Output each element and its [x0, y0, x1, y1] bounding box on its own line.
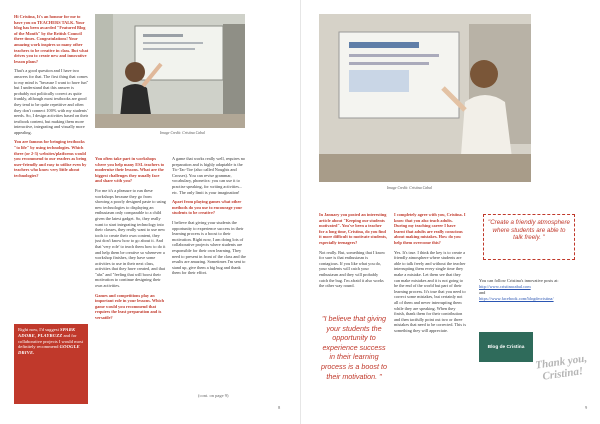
pull-quote-left: "I believe that giving your students the opportunity to experience success in their learning process is a boost to their motivation. "	[321, 314, 387, 381]
intro-answer: That's a good question and I have two answers for that. The first thing that comes to my mind is "because I want to have fun" but I understand that this answer is probably not politically correct as quite frankly, although most textbooks are good they tend to be quite repetitive and often they don't connect 100% with my students' needs. So, I design activities based on their textbook content, but making them more interactive, integrating and visually more appealing.	[14, 68, 89, 135]
sidebox-middle: and for collaborative projects I would most definitely recommend	[18, 332, 84, 350]
recommendation-sidebox	[14, 324, 88, 404]
page-number-right: 9	[585, 405, 588, 410]
page-right	[300, 0, 600, 424]
follow-text: You can follow Cristina's innovative posts at:	[479, 278, 559, 283]
left-column-3	[172, 156, 246, 388]
sidebox-drive: GOOGLE DRIVE.	[18, 344, 80, 356]
intro-question: Hi Cristina, It's an honour for me to have you on TEACHERS TALK. Your blog has been awarded "Featured Blog of the Month" by the British Council three times. Congratulations! Your amazing work inspires so many other teachers to be creative in class. But what drives you to create new and innovative lesson plans?	[14, 14, 89, 64]
apart-question: Apart from playing games what other methods do you use to encourage your students to be creative?	[172, 199, 243, 216]
apart-answer: I believe that giving your students the opportunity to experience success in their learning process is a boost to their motivation. Right now, I am doing lots of collaborative projects where students are responsible for their own learning. They need to present in front of the class and the results are amazing. Sometimes I'm sent to stand up, give them a big hug and thank them for their effort.	[172, 219, 246, 276]
classroom-photo-icon	[95, 14, 245, 128]
continued-note: (cont. on page 9)	[198, 393, 229, 398]
game-answer: A game that works really well, requires no preparation and is highly adaptable is the Tic-Tac-Toe (also called Noughts and Crosses). You can revise grammar, vocabulary, phonetics: you can use it to practise speaking, for writing activities... etc. The only limit is your imagination!	[172, 156, 246, 195]
pull-quote-right: "Create a friendly atmosphere where students are able to talk freely. "	[483, 214, 575, 260]
teacher-photo-left	[95, 14, 245, 128]
classroom-photo-icon	[319, 14, 531, 182]
left-column-2	[95, 156, 167, 404]
january-answer: Not really. But, something that I know for sure is that enthusiasm is contagious. If you like what you do, your students will catch your enthusiasm and they will probably catch the bug. I'm afraid it also works the other way round.	[319, 249, 386, 289]
blog-link[interactable]: http://www.cristinacabal.com	[479, 284, 531, 289]
january-question: In January you posted an interesting article about "Keeping our students motivated". You've been a teacher for a long time, Cristina, do you find it more difficult to motivate students, especially teenagers?	[319, 212, 387, 245]
agree-answer: Yes. It's true. I think the key is to create a friendly atmosphere where students are able to talk freely and without the teacher interrupting them every single time they make a mistake. Let them see that they can make mistakes and it is not going to be the end of the world but part of their learning process. It's true that you need to correct some mistakes, but certainly not all of them and never interrupting them while they are speaking. When they finish, thank them for their contribution and then tactfully point out two or three mistakes that need to be corrected. This is something they will appreciate.	[394, 249, 466, 333]
workshop-answer: For me it's a pleasure to run these workshops because they go from showing a poorly designed paste to using new technologies to displaying an enthusiasm only comparable to a child given the latest gadget. So, they really want to start integrating technology into their classes, they really want to use new tools to create their own content, they just don't know how to go about it. And that 'very role' to teach them how to do it and help them be creative so whenever a workshop finishes, they have some activities to use in their next class, activities that they have created, and that "ahs" and "feeling that will boost their motivation to continue designing their own activities.	[95, 187, 166, 289]
sidebox-intro: Right now, I'd suggest	[18, 327, 59, 332]
sidebox-tools: SPARK ADOBE, PLAYBUZZ	[18, 327, 76, 338]
photo-caption-right: Image Credit: Cristina Cabal	[387, 186, 432, 190]
photo-caption-left: Image Credit: Cristina Cabal	[160, 131, 205, 135]
blog-logo: Blog de Cristina	[479, 332, 533, 362]
workshop-question: You often take part in workshops where you help many ESL teachers to modernise their lessons. What are the biggest challenges they usually face and share with you?	[95, 156, 165, 184]
textbook-question: You are famous for bringing textbooks "to life" by using technologies. Which three (or 2-3) websites/platforms would you recommend to our readers as being user-friendly and easy to utilise even by teachers who know very little about technologies?	[14, 139, 87, 179]
right-column-1	[319, 212, 387, 300]
left-column-1	[14, 14, 90, 232]
agree-question: I completely agree with you, Cristina. I know that you also teach adults. During my teaching career I have learnt that adults are really conscious about making mistakes. How do you help them overcome this?	[394, 212, 466, 245]
page-number-left: 8	[278, 405, 281, 410]
facebook-link[interactable]: https://www.facebook.com/blogdecristina/	[479, 296, 554, 301]
games-question: Games and competitions play an important role in your lessons. Which game would you recommend that requires the least preparation and is versatile?	[95, 292, 164, 321]
thank-you-note: Thank you, Cristina!	[534, 352, 588, 383]
follow-links	[479, 278, 571, 328]
right-column-2	[394, 212, 466, 404]
link-and: and	[479, 290, 486, 295]
teacher-photo-right	[319, 14, 531, 182]
